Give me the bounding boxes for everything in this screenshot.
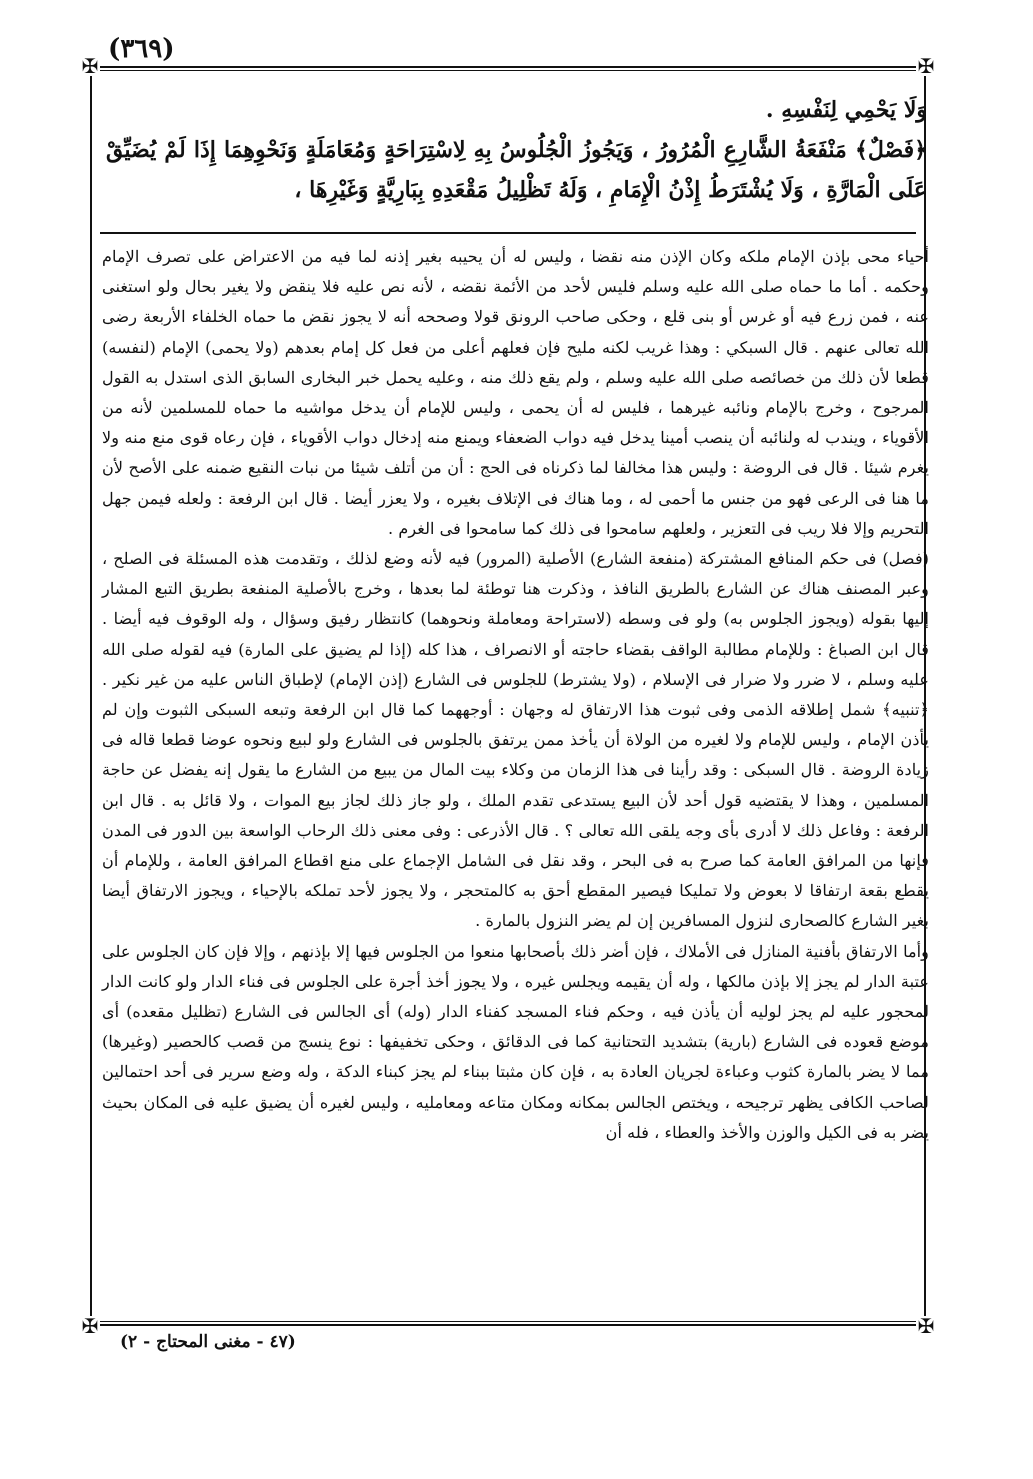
frame-bottom-rule-inner [90,1321,926,1322]
corner-ornament-icon: ✠ [917,1314,935,1338]
main-text [106,90,927,210]
frame-top-rule [90,66,926,68]
page-number: (٣٦٩) [108,34,175,64]
frame-top-rule-inner [90,70,926,71]
main-text-section: ﴿فَصْلٌ﴾ مَنْفَعَةُ الشَّارِعِ الْمُرُورُ ، وَيَجُوزُ الْجُلُوسُ بِهِ لِاسْتِرَاحَةٍ وَمُعَامَلَةٍ وَنَحْوِهِمَا إِذَا لَمْ يُضَيِّقْ عَلَى الْمَارَّةِ ، وَلَا يُشْتَرَطُ إِذْنُ الْإِمَامِ ، وَلَهُ تَظْلِيلُ مَقْعَدِهِ بِبَارِيَّةٍ وَغَيْرِهَا ، [106,137,927,203]
frame-left-rule [90,66,92,1326]
footer-signature: (٤٧ - مغنى المحتاج - ٢) [120,1332,296,1352]
commentary-paragraph: وأما الارتفاق بأفنية المنازل فى الأملاك ، فإن أضر ذلك بأصحابها منعوا من الجلوس فيها إلا بإذنهم ، وإلا فإن كان الجلوس على عتبة الدار لم يجز إلا بإذن مالكها ، وله أن يقيمه ويجلس غيره ، ولا يجوز أخذ أجرة على الجلوس فى فناء الدار ولو كانت الدار لمحجور عليه لم يجز لوليه أن يأذن فيه ، وحكم فناء المسجد كفناء الدار (وله) أى الجالس فى الشارع (تظليل مقعده) أى موضع قعوده فى الشارع (بارية) بتشديد التحتانية كما فى الدقائق ، وحكى تخفيفها : نوع ينسج من قصب كالحصير (وغيرها) مما لا يضر بالمارة كثوب وعباءة لجريان العادة به ، فإن كان مثبتا ببناء لم يجز كبناء الدكة ، وله وضع سرير فى أحد احتمالين لصاحب الكافى يظهر ترجيحه ، ويختص الجالس بمكانه ومكان متاعه ومعامليه ، وليس لغيره أن يضيق عليه فى المكان بحيث يضر به فى الكيل والوزن والأخذ والعطاء ، فله أن [102,941,929,1142]
corner-ornament-icon: ✠ [81,1314,99,1338]
corner-ornament-icon: ✠ [917,54,935,78]
commentary-paragraph: أحياء محى بإذن الإمام ملكه وكان الإذن منه نقضا ، وليس له أن يحيبه بغير إذنه لما فيه من الاعتراض على تصرف الإمام وحكمه . أما ما حماه صلى الله عليه وسلم فليس لأحد من الأئمة نقضه ، لأنه نص عليه فلا ينقض ولا يغير بحال ولو استغنى عنه ، فمن زرع فيه أو غرس أو بنى قلع ، وحكى صاحب الرونق قولا وصححه أنه لا يجوز نقض ما حماه الخلفاء الأربعة رضى الله تعالى عنهم . قال السبكي : وهذا غريب لكنه مليح فإن فعلهم أعلى من فعل كل إمام بعدهم (ولا يحمى) الإمام (لنفسه) قطعا لأن ذلك من خصائصه صلى الله عليه وسلم ، ولم يقع ذلك منه ، وعليه يحمل خبر البخارى السابق الذى استدل به القول المرجوح ، وخرج بالإمام ونائبه غيرهما ، فليس له أن يحمى ، وليس للإمام أن يدخل مواشيه ما حماه للمسلمين لأنه من الأقوياء ، ويندب له ولنائبه أن ينصب أمينا يدخل فيه دواب الضعفاء ويمنع منه إدخال دواب الأقوياء ، فإن رعاه قوى منع منه ولا يغرم شيئا . قال فى الروضة : وليس هذا مخالفا لما ذكرناه فى الحج : أن من أتلف شيئا من نبات النقيع ضمنه على الأصح لأن ما هنا فى الرعى فهو من جنس ما أحمى له ، وما هناك فى الإتلاف بغيره ، ولا يعزر أيضا . قال ابن الرفعة : ولعله فيمن جهل التحريم وإلا فلا ريب فى التعزير ، ولعلهم سامحوا فى ذلك كما سامحوا فى الغرم . [102,247,929,538]
commentary-paragraph: (فصل) فى حكم المنافع المشتركة (منفعة الشارع) الأصلية (المرور) فيه لأنه وضع لذلك ، وتقدمت هذه المسئلة فى الصلح ، وعبر المصنف هناك عن الشارع بالطريق النافذ ، وذكرت هنا توطئة لما بعدها ، وخرج بالأصلية المنفعة بطريق التبع المشار إليها بقوله (ويجوز الجلوس به) ولو فى وسطه (لاستراحة ومعاملة ونحوهما) كانتظار رفيق وسؤال ، وله الوقوف فيه أيضا . قال ابن الصباغ : وللإمام مطالبة الواقف بقضاء حاجته أو الانصراف ، هذا كله (إذا لم يضيق على المارة) فيه لقوله صلى الله عليه وسلم ، لا ضرر ولا ضرار فى الإسلام ، (ولا يشترط) للجلوس فى الشارع (إذن الإمام) لإطباق الناس عليه من غير نكير . ﴿تنبيه﴾ شمل إطلاقه الذمى وفى ثبوت هذا الارتفاق له وجهان : أوجههما كما قال ابن الرفعة وتبعه السبكى الثبوت وإن لم يأذن الإمام ، وليس للإمام ولا لغيره من الولاة أن يأخذ ممن يرتفق بالجلوس فى الشارع ولو لبيع ونحوه عوضا قطعا قاله فى زيادة الروضة . قال السبكى : وقد رأينا فى هذا الزمان من وكلاء بيت المال من يبيع من الشارع ما يقول إنه يفضل عن حاجة المسلمين ، وهذا لا يقتضيه قول أحد لأن البيع يستدعى تقدم الملك ، ولو جاز ذلك لجاز بيع الموات ، ولا قائل به . قال ابن الرفعة : وفاعل ذلك لا أدرى بأى وجه يلقى الله تعالى ؟ . قال الأذرعى : وفى معنى ذلك الرحاب الواسعة بين الدور فى المدن فإنها من المرافق العامة كما صرح به فى البحر ، وقد نقل فى الشامل الإجماع على منع اقطاع المرافق العامة ، وللإمام أن يقطع بقعة ارتفاقا لا بعوض ولا تمليكا فيصير المقطع أحق به كالمتحجر ، ولا يجوز لأحد تملكه بالإحياء ، ويجوز الارتفاق أيضا بغير الشارع كالصحارى لنزول المسافرين إن لم يضر النزول بالمارة . [102,549,929,931]
frame-bottom-rule [90,1324,926,1326]
corner-ornament-icon: ✠ [81,54,99,78]
commentary [102,242,929,1148]
section-divider [100,232,916,234]
main-text-line: وَلَا يَحْمِي لِنَفْسِهِ . [765,97,927,123]
